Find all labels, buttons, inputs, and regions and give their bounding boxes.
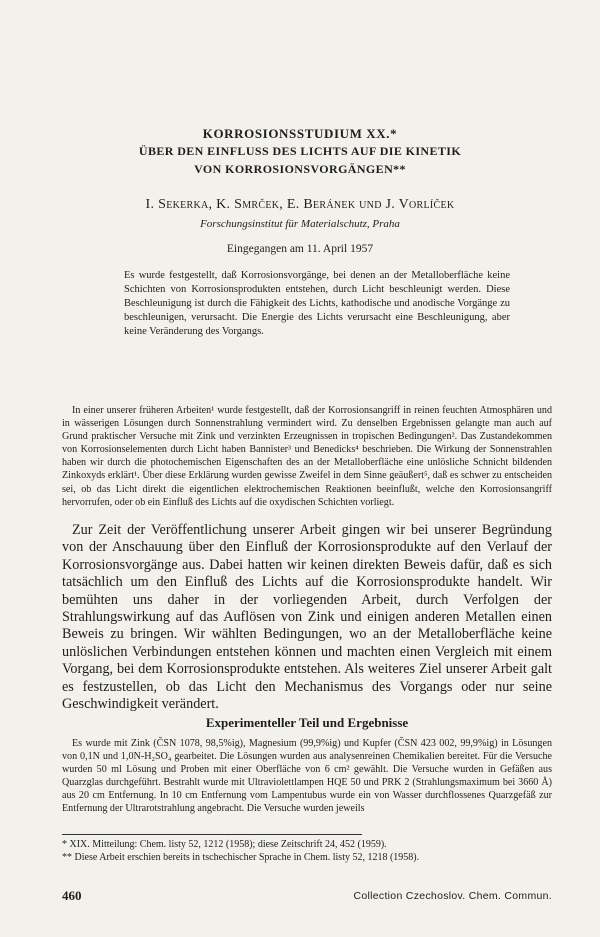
title-line-1: KORROSIONSSTUDIUM XX.*	[202, 126, 398, 141]
received-date: Eingegangen am 11. April 1957	[226, 243, 374, 255]
footnote-rule	[62, 834, 362, 835]
journal-name: Collection Czechoslov. Chem. Commun.	[353, 890, 552, 902]
footnote-2: ** Diese Arbeit erschien bereits in tschechischer Sprache in Chem. listy 52, 1218 (1958).	[62, 852, 420, 863]
page-number: 460	[62, 888, 82, 903]
title-line-2: ÜBER DEN EINFLUSS DES LICHTS AUF DIE KINETIK	[138, 144, 462, 158]
institute: Forschungsinstitut für Materialschutz, Praha	[200, 218, 400, 230]
abstract: Es wurde festgestellt, daß Korrosionsvorgänge, bei denen an der Metalloberfläche keine Schichten von Korrosionsprodukten entstehen, durch Licht beschleunigt werden. Diese Beschleunigung ist durch die Fähigkeit des Lichts, kathodische und anodische Vorgänge zu beschleunigen, verursacht. Die Energie des Lichts verursacht eine Beschleunigung, aber keine Veränderung des Vorgangs.	[124, 270, 510, 337]
intro-paragraph-large: Zur Zeit der Veröffentlichung unserer Arbeit gingen wir bei unserer Begründung von der Anschauung über den Einfluß der Korrosionsprodukte auf den Verlauf der Korrosionsvorgänge aus. Dabei hatten wir keinen direkten Beweis dafür, daß es sich tatsächlich um den Einfluß des Lichts auf die Korrosionsprodukte handelt. Wir bemühten uns daher in der vorliegenden Arbeit, durch Verfolgen der Strahlungswirkung auf das Auflösen von Zink und einigen anderen Metallen einen Beweis zu bringen. Wir wählten Bedingungen, wo an der Metalloberfläche keine unlöslichen Verbindungen entstehen können und machten einen Vergleich mit einem Vorgang, bei dem Korrosionsprodukte entstehen. Als weiteres Ziel unserer Arbeit galt es festzustellen, ob das Licht den Mechanismus des Vorgangs oder nur seine Geschwindigkeit verändert.	[62, 522, 552, 713]
section-heading: Experimenteller Teil und Ergebnisse	[205, 715, 409, 730]
authors: I. Sekerka, K. Smrček, E. Beránek und J. Vorlíček	[145, 197, 455, 212]
experimental-paragraph: Es wurde mit Zink (ČSN 1078, 98,5%ig), Magnesium (99,9%ig) und Kupfer (ČSN 423 002, 99,9%ig) in Lösungen von 0,1N und 1,0N-H₂SO₄ gearbeitet. Die Lösungen wurden aus analysenreinen Chemikalien bereitet. Für die Versuche wurden 50 ml Lösung und Proben mit einer Oberfläche von 6 cm² gewählt. Die Versuche wurden in Gefäßen aus Quarzglas durchgeführt. Bestrahlt wurde mit Ultraviolettlampen HQE 50 und PRK 2 (Strahlungsmaximum bei 3660 Å) aus 20 cm Entfernung. In 10 cm Entfernung vom Lampentubus wurde ein von Wasser durchflossenes Quarzgefäß zur Entfernung der Ultrarotstrahlung angebracht. Die Versuche wurden jeweils	[62, 738, 552, 815]
footnote-1: * XIX. Mitteilung: Chem. listy 52, 1212 (1958); diese Zeitschrift 24, 452 (1959).	[62, 839, 387, 850]
intro-paragraph-small: In einer unserer früheren Arbeiten¹ wurde festgestellt, daß der Korrosionsangriff in reinen feuchten Atmosphären und in wässerigen Lösungen durch Sonnenstrahlung vermindert wird. Zu denselben Ergebnissen gelangte man auch auf Grund praktischer Versuche mit Zink und verzinkten Erzeugnissen in tropischen Bedingungen². Das Zustandekommen von Korrosionselementen durch Licht haben Bannister³ und Benedicks⁴ beschrieben. Die Wirkung der Sonnenstrahlen haben wir durch die photochemischen Eigenschaften des an der Metalloberfläche eine unlösliche Schnicht bildenden Zinkoxyds erklärt¹. Über diese Erklärung wurden gewisse Zweifel in dem Sinne geäußert⁵, daß es schwer zu entscheiden sei, ob das Licht direkt die eigentlichen elektrochemischen Reaktionen beeinflußt, welche den Korrosionsangriff hervorrufen, oder ob ein Einfluß des Lichts auf die oxydischen Schichten vorliegt.	[62, 405, 552, 508]
title-line-3: VON KORROSIONSVORGÄNGEN**	[194, 162, 406, 176]
